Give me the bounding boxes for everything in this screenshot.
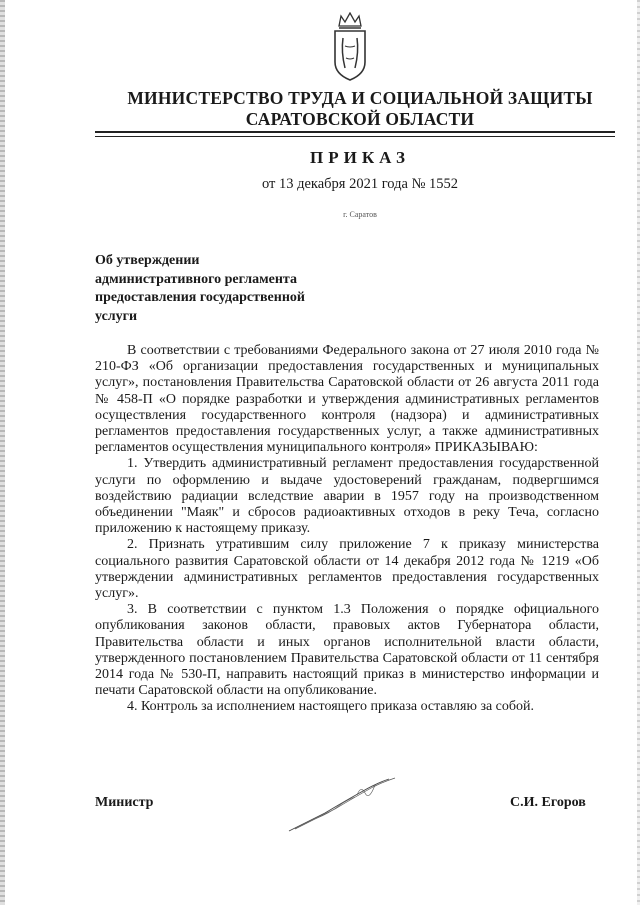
header-rule-thin <box>95 136 615 137</box>
order-body <box>95 343 599 716</box>
ministry-name-line2: САРАТОВСКОЙ ОБЛАСТИ <box>245 109 475 129</box>
order-date: от 13 декабря 2021 года № 1552 <box>261 176 459 192</box>
order-item-1: 1. Утвердить административный регламент предоставления государственной услуги по оформлению и выдаче удостоверений гражданам, подвергшимся воздействию радиации вследствие аварии в 1957 году на производственном объединении "Маяк" и сбросов радиоактивных отходов в реку Теча, согласно приложению к настоящему приказу. <box>95 456 599 537</box>
order-title: ПРИКАЗ <box>310 148 410 167</box>
order-item-2: 2. Признать утратившим силу приложение 7 к приказу министерства социального развития Саратовской области от 14 декабря 2012 года № 1219 «Об утверждении административных регламентов предоставления государственных услуг». <box>95 537 599 602</box>
subject-line: предоставления государственной <box>95 290 305 305</box>
handwritten-signature-icon <box>285 775 405 835</box>
subject-line: административного регламента <box>95 271 297 287</box>
ministry-name-line1: МИНИСТЕРСТВО ТРУДА И СОЦИАЛЬНОЙ ЗАЩИТЫ <box>127 88 593 108</box>
order-item-4: 4. Контроль за исполнением настоящего приказа оставляю за собой. <box>127 699 535 715</box>
order-item-3: 3. В соответствии с пунктом 1.3 Положения о порядке официального опубликования законов области, правовых актов Губернатора области, Правительства области и иных органов исполнительной власти области, утвержденного постановлением Правительства Саратовской области от 11 сентября 2014 года № 530-П, направить настоящий приказ в министерство информации и печати Саратовской области на опубликование. <box>95 602 599 699</box>
order-city: г. Саратов <box>343 210 377 219</box>
signatory-title: Министр <box>95 795 154 810</box>
coat-of-arms-icon <box>327 12 373 84</box>
order-subject <box>95 252 395 326</box>
subject-line: услуги <box>95 308 138 324</box>
scan-edge-left <box>0 0 5 905</box>
preamble-paragraph: В соответствии с требованиями Федерального закона от 27 июля 2010 года № 210-ФЗ «Об организации предоставления государственных и муниципальных услуг», постановления Правительства Саратовской области от 26 августа 2011 года № 458-П «О порядке разработки и утверждения административных регламентов осуществления государственного контроля (надзора) и административных регламентов предоставления государственных услуг, а также административных регламентов осуществления муниципального контроля» ПРИКАЗЫВАЮ: <box>95 343 599 456</box>
signatory-name: С.И. Егоров <box>510 795 586 810</box>
header-rule-thick <box>95 131 615 133</box>
subject-line: Об утверждении <box>95 253 200 268</box>
ministry-name <box>80 88 640 130</box>
